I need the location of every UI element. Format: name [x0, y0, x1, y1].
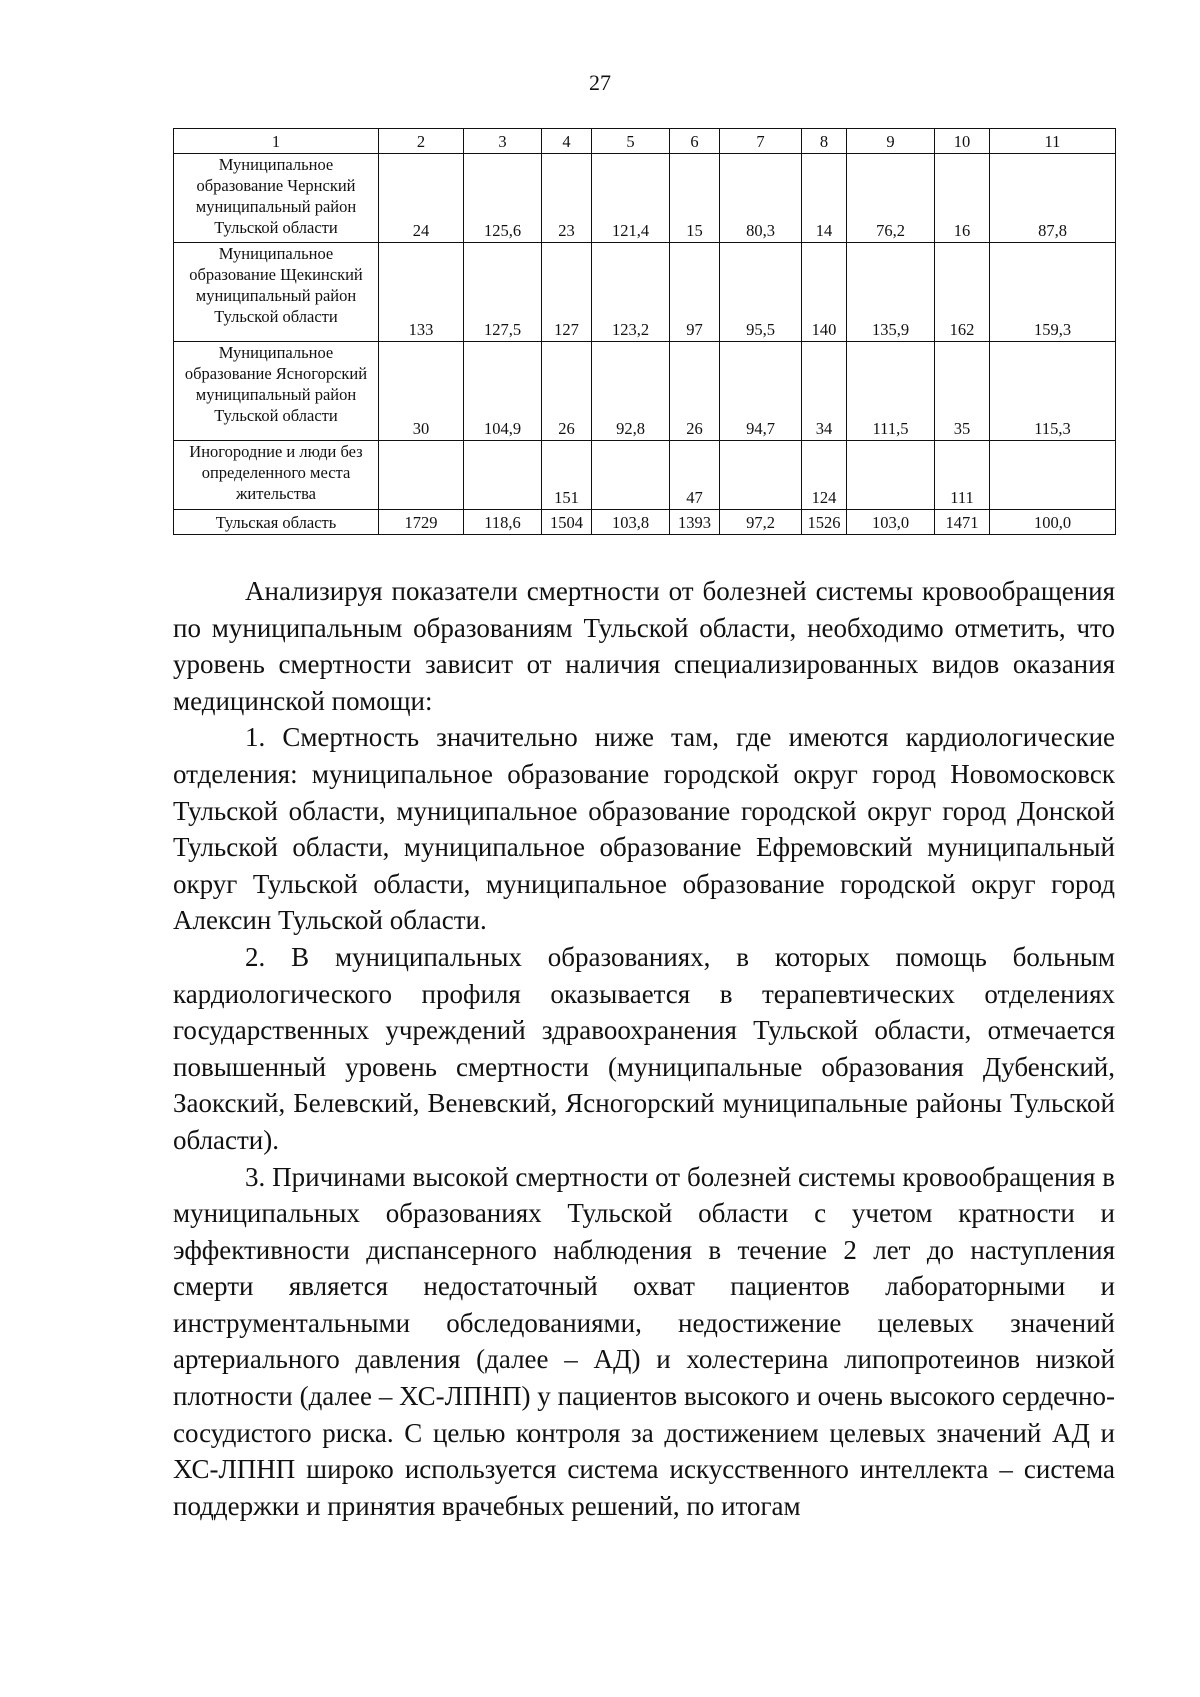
table-cell: 1504 [542, 510, 592, 535]
column-header: 7 [720, 129, 802, 154]
column-header: 10 [935, 129, 990, 154]
table-cell: 24 [379, 154, 464, 243]
table-cell: 23 [542, 154, 592, 243]
row-name-cell: Муниципальное образование Чернский муниципальный район Тульской области [174, 154, 379, 243]
table-cell: 92,8 [592, 342, 670, 441]
column-header: 1 [174, 129, 379, 154]
column-header: 3 [464, 129, 542, 154]
table-cell [464, 441, 542, 510]
table-cell [990, 441, 1116, 510]
body-text [173, 573, 1115, 1524]
table-cell: 159,3 [990, 243, 1116, 342]
column-header: 8 [802, 129, 847, 154]
table-cell [592, 441, 670, 510]
table-cell: 127 [542, 243, 592, 342]
table-cell [847, 441, 935, 510]
table-cell: 104,9 [464, 342, 542, 441]
table-cell: 94,7 [720, 342, 802, 441]
row-name-cell: Тульская область [174, 510, 379, 535]
table-cell: 1393 [670, 510, 720, 535]
table-cell: 80,3 [720, 154, 802, 243]
column-header: 9 [847, 129, 935, 154]
table-cell [379, 441, 464, 510]
table-cell: 34 [802, 342, 847, 441]
table-cell: 125,6 [464, 154, 542, 243]
table-cell: 103,8 [592, 510, 670, 535]
table-cell: 111,5 [847, 342, 935, 441]
table-row-total [174, 510, 1116, 535]
table-cell: 103,0 [847, 510, 935, 535]
table-cell: 97,2 [720, 510, 802, 535]
table-cell: 14 [802, 154, 847, 243]
paragraph: Анализируя показатели смертности от болезней системы кровообращения по муниципальным образованиям Тульской области, необходимо отметить, что уровень смертности зависит от наличия специализированных видов оказания медицинской помощи: [173, 576, 1115, 716]
table-cell: 111 [935, 441, 990, 510]
table-cell: 47 [670, 441, 720, 510]
table-row [174, 154, 1116, 243]
table-cell: 76,2 [847, 154, 935, 243]
table-cell: 115,3 [990, 342, 1116, 441]
table-cell: 1729 [379, 510, 464, 535]
table-row [174, 243, 1116, 342]
row-name-cell: Иногородние и люди без определенного места жительства [174, 441, 379, 510]
paragraph: 2. В муниципальных образованиях, в которых помощь больным кардиологического профиля оказывается в терапевтических отделениях государственных учреждений здравоохранения Тульской области, отмечается повышенный уровень смертности (муниципальные образования Дубенский, Заокский, Белевский, Веневский, Ясногорский муниципальные районы Тульской области). [173, 941, 1115, 1155]
table-cell: 127,5 [464, 243, 542, 342]
table-cell: 15 [670, 154, 720, 243]
table-cell: 100,0 [990, 510, 1116, 535]
page-number: 27 [589, 70, 611, 95]
row-name-cell: Муниципальное образование Щекинский муниципальный район Тульской области [174, 243, 379, 342]
paragraph: 3. Причинами высокой смертности от болезней системы кровообращения в муниципальных образованиях Тульской области с учетом кратности и эффективности диспансерного наблюдения в течение 2 лет до наступления смерти является недостаточный охват пациентов лабораторными и инструментальными обследованиями, недостижение целевых значений артериального давления (далее – АД) и холестерина липопротеинов низкой плотности (далее – ХС-ЛПНП) у пациентов высокого и очень высокого сердечно-сосудистого риска. С целью контроля за достижением целевых значений АД и ХС-ЛПНП широко используется система искусственного интеллекта – система поддержки и принятия врачебных решений, по итогам [173, 1161, 1115, 1521]
table-cell: 151 [542, 441, 592, 510]
mortality-table [173, 128, 1116, 535]
table-cell: 123,2 [592, 243, 670, 342]
column-header: 11 [990, 129, 1116, 154]
table-cell: 1471 [935, 510, 990, 535]
table-cell: 87,8 [990, 154, 1116, 243]
row-name-cell: Муниципальное образование Ясногорский муниципальный район Тульской области [174, 342, 379, 441]
column-header: 6 [670, 129, 720, 154]
table-cell: 140 [802, 243, 847, 342]
table-row [174, 441, 1116, 510]
table-header-row [174, 129, 1116, 154]
table-row [174, 342, 1116, 441]
table-cell: 95,5 [720, 243, 802, 342]
table-cell: 162 [935, 243, 990, 342]
table-cell: 26 [542, 342, 592, 441]
table-cell: 118,6 [464, 510, 542, 535]
column-header: 5 [592, 129, 670, 154]
table-cell: 1526 [802, 510, 847, 535]
table-cell: 16 [935, 154, 990, 243]
paragraph: 1. Смертность значительно ниже там, где имеются кардиологические отделения: муниципальное образование городской округ город Новомосковск Тульской области, муниципальное образование городской округ город Донской Тульской области, муниципальное образование Ефремовский муниципальный округ Тульской области, муниципальное образование городской округ город Алексин Тульской области. [173, 722, 1115, 936]
table-cell: 135,9 [847, 243, 935, 342]
table-cell: 30 [379, 342, 464, 441]
table-cell: 124 [802, 441, 847, 510]
table-cell: 35 [935, 342, 990, 441]
table-cell: 121,4 [592, 154, 670, 243]
column-header: 4 [542, 129, 592, 154]
table-cell: 97 [670, 243, 720, 342]
table-cell: 133 [379, 243, 464, 342]
table-cell: 26 [670, 342, 720, 441]
table-cell [720, 441, 802, 510]
column-header: 2 [379, 129, 464, 154]
